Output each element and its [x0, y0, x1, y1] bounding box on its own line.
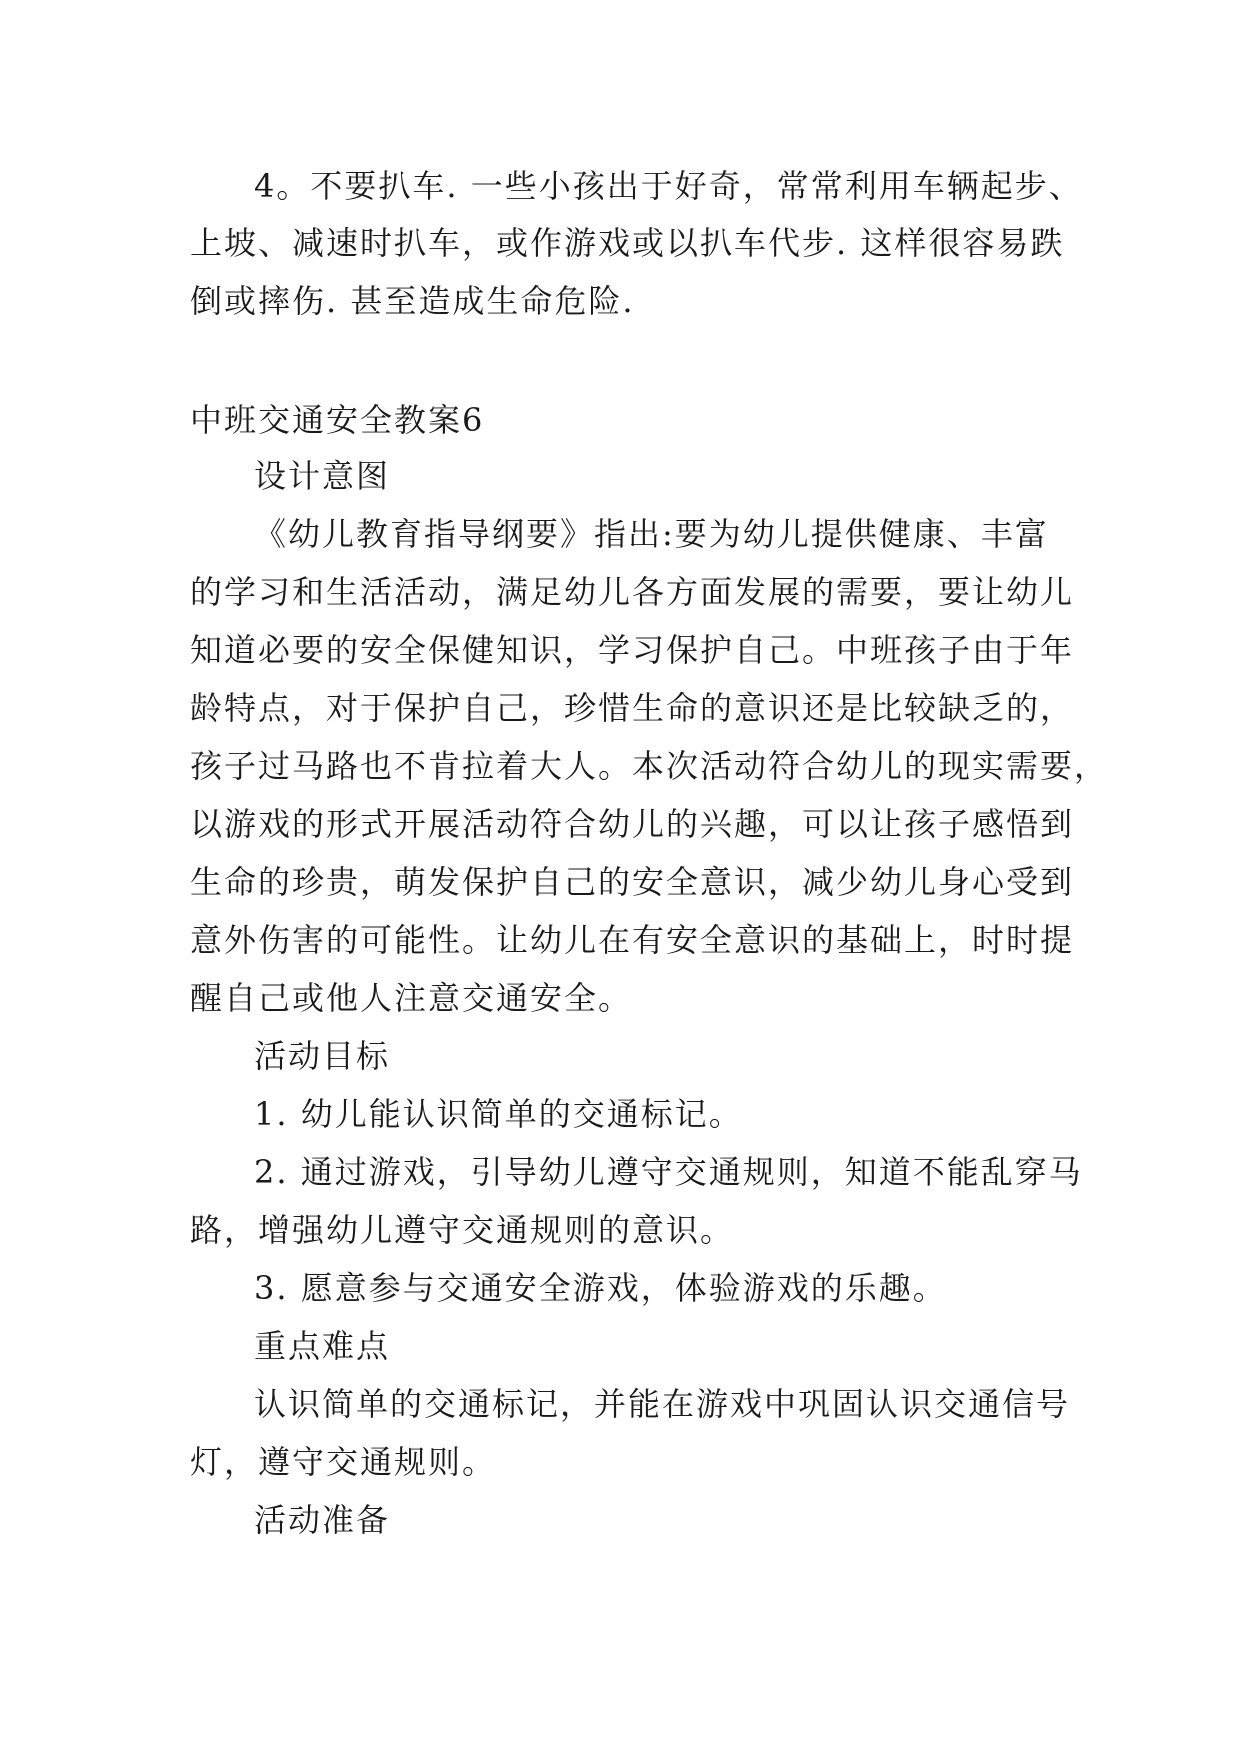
subheading: 设计意图: [254, 457, 391, 495]
paragraph-line: 以游戏的形式开展活动符合幼儿的兴趣，可以让孩子感悟到: [190, 805, 1075, 843]
subheading: 重点难点: [254, 1327, 391, 1365]
paragraph-line: 倒或摔伤. 甚至造成生命危险.: [190, 282, 635, 320]
paragraph-line: 孩子过马路也不肯拉着大人。本次活动符合幼儿的现实需要，: [190, 747, 1109, 785]
paragraph-line: 认识简单的交通标记，并能在游戏中巩固认识交通信号: [254, 1385, 1071, 1423]
paragraph-line: 知道必要的安全保健知识，学习保护自己。中班孩子由于年: [190, 631, 1075, 669]
paragraph-line: 《幼儿教育指导纲要》指出:要为幼儿提供健康、丰富: [254, 515, 1049, 553]
paragraph-line: 的学习和生活活动，满足幼儿各方面发展的需要，要让幼儿: [190, 573, 1075, 611]
paragraph-line: 醒自己或他人注意交通安全。: [190, 979, 633, 1017]
paragraph-line: 4。不要扒车. 一些小孩出于好奇，常常利用车辆起步、: [254, 167, 1083, 205]
list-item-continuation: 路，增强幼儿遵守交通规则的意识。: [190, 1211, 735, 1249]
section-title: 中班交通安全教案6: [190, 401, 485, 439]
subheading: 活动准备: [254, 1501, 391, 1539]
paragraph-line: 意外伤害的可能性。让幼儿在有安全意识的基础上，时时提: [190, 921, 1075, 959]
paragraph-line: 生命的珍贵，萌发保护自己的安全意识，减少幼儿身心受到: [190, 863, 1075, 901]
paragraph-line: 龄特点，对于保护自己，珍惜生命的意识还是比较缺乏的，: [190, 689, 1075, 727]
paragraph-line: 灯，遵守交通规则。: [190, 1443, 497, 1481]
paragraph-line: 上坡、减速时扒车，或作游戏或以扒车代步. 这样很容易跌: [190, 224, 1065, 262]
subheading: 活动目标: [254, 1037, 391, 1075]
list-item: 1. 幼儿能认识简单的交通标记。: [254, 1095, 743, 1133]
list-item: 2. 通过游戏，引导幼儿遵守交通规则，知道不能乱穿马: [254, 1153, 1083, 1191]
list-item: 3. 愿意参与交通安全游戏，体验游戏的乐趣。: [254, 1269, 947, 1307]
